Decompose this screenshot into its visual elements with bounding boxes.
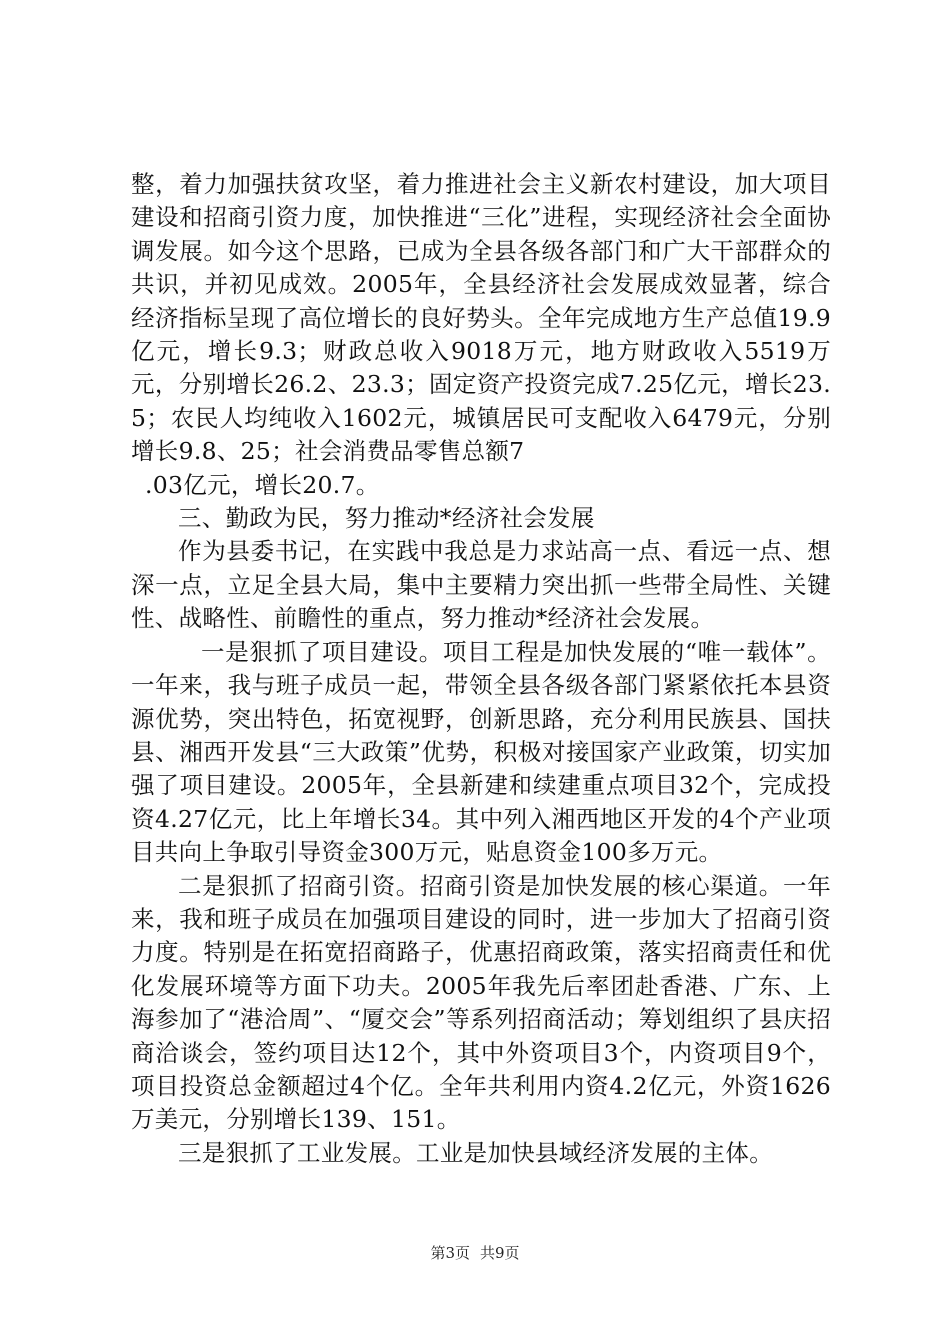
paragraph-continuation: .03亿元，增长20.7。 bbox=[145, 470, 380, 499]
section-heading: 三、勤政为民，努力推动*经济社会发展 bbox=[178, 504, 595, 533]
paragraph-economic-results: 整，着力加强扶贫攻坚，着力推进社会主义新农村建设，加大项目建设和招商引资力度，加快推进“三化”进程，实现经济社会全面协调发展。如今这个思路，已成为全县各级各部门和广大干部群众的共识，并初见成效。2005年，全县经济社会发展成效显著，综合经济指标呈现了高位增长的良好势头。全年完成地方生产总值19.9亿元，增长9.3；财政总收入9018万元，地方财政收入5519万元，分别增长26.2、23.3；固定资产投资完成7.25亿元，增长23.5；农民人均纯收入1602元，城镇居民可支配收入6479元，分别增长9.8、25；社会消费品零售总额7 bbox=[131, 170, 831, 466]
paragraph-intro: 作为县委书记，在实践中我总是力求站高一点、看远一点、想深一点，立足全县大局，集中主要精力突出抓一些带全局性、关键性、战略性、前瞻性的重点，努力推动*经济社会发展。 bbox=[131, 537, 831, 633]
paragraph-industry-development: 三是狠抓了工业发展。工业是加快县域经济发展的主体。 bbox=[178, 1138, 773, 1167]
page-footer bbox=[0, 1243, 950, 1263]
paragraph-project-construction: 一是狠抓了项目建设。项目工程是加快发展的“唯一载体”。一年来，我与班子成员一起，带领全县各级各部门紧紧依托本县资源优势，突出特色，拓宽视野，创新思路，充分利用民族县、国扶县、湘西开发县“三大政策”优势，积极对接国家产业政策，切实加强了项目建设。2005年，全县新建和续建重点项目32个，完成投资4.27亿元，比上年增长34。其中列入湘西地区开发的4个产业项目共向上争取引导资金300万元，贴息资金100多万元。 bbox=[131, 637, 831, 867]
document-body bbox=[131, 168, 831, 1170]
page-total: 共9页 bbox=[480, 1244, 520, 1262]
page-number: 第3页 bbox=[430, 1244, 470, 1262]
paragraph-investment-attraction: 二是狠抓了招商引资。招商引资是加快发展的核心渠道。一年来，我和班子成员在加强项目建设的同时，进一步加大了招商引资力度。特别是在拓宽招商路子，优惠招商政策，落实招商责任和优化发展环境等方面下功夫。2005年我先后率团赴香港、广东、上海参加了“港洽周”、“厦交会”等系列招商活动；筹划组织了县庆招商洽谈会，签约项目达12个，其中外资项目3个，内资项目9个，项目投资总金额超过4个亿。全年共利用内资4.2亿元，外资1626万美元，分别增长139、151。 bbox=[131, 871, 831, 1134]
